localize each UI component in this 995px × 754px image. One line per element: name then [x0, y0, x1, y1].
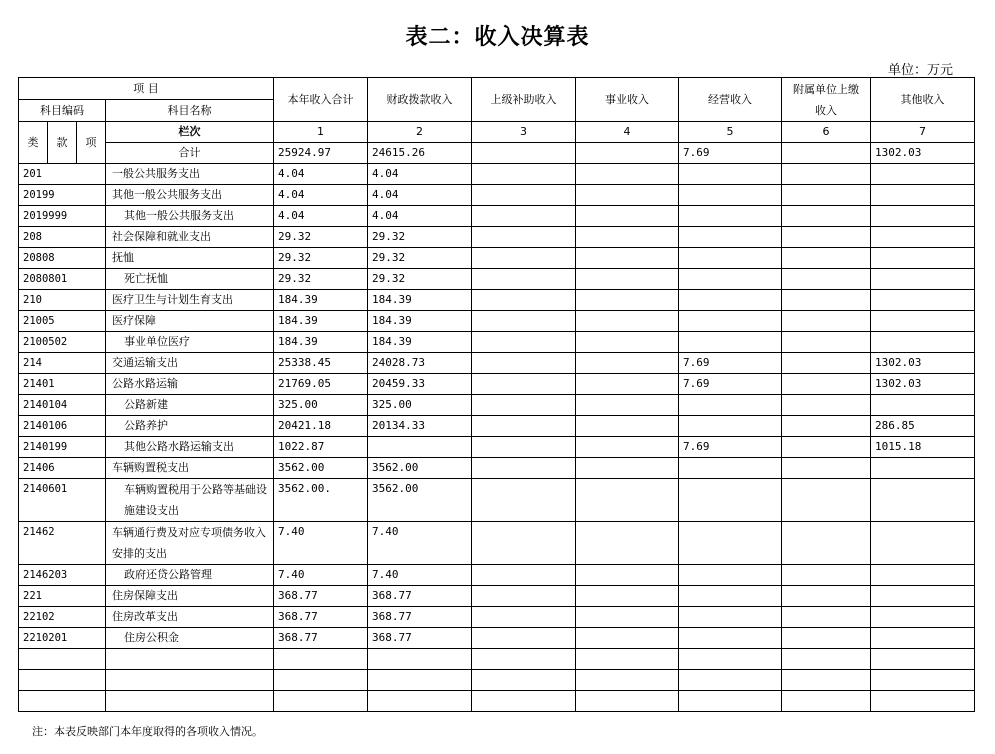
- value-cell-col-7: [871, 290, 975, 311]
- value-cell-col-4: [576, 269, 679, 290]
- total-row: [19, 143, 975, 164]
- value-cell-col-6: [782, 522, 871, 565]
- empty-cell: [472, 691, 576, 712]
- value-cell-col-2: 4.04: [368, 185, 472, 206]
- value-cell-col-1: 1022.87: [274, 437, 368, 458]
- value-cell-col-6: [782, 290, 871, 311]
- subject-name: 住房保障支出: [106, 586, 274, 607]
- empty-cell: [576, 691, 679, 712]
- subject-code: 2140601: [19, 479, 106, 522]
- value-cell-col-3: [472, 522, 576, 565]
- value-cell-col-2: 368.77: [368, 607, 472, 628]
- value-cell-col-7: 1302.03: [871, 353, 975, 374]
- subject-name: 医疗卫生与计划生育支出: [106, 290, 274, 311]
- value-cell-col-2: 4.04: [368, 206, 472, 227]
- value-cell-col-5: [679, 185, 782, 206]
- subject-code: 208: [19, 227, 106, 248]
- col-header-4: 事业收入: [576, 78, 679, 122]
- value-cell-col-4: [576, 437, 679, 458]
- subject-code: 2100502: [19, 332, 106, 353]
- value-cell-col-1: 4.04: [274, 206, 368, 227]
- value-cell-col-7: 286.85: [871, 416, 975, 437]
- value-cell-col-7: 1302.03: [871, 374, 975, 395]
- subject-code: 20808: [19, 248, 106, 269]
- empty-cell: [871, 691, 975, 712]
- value-cell-col-6: [782, 164, 871, 185]
- subject-code: 2140106: [19, 416, 106, 437]
- value-cell-col-3: [472, 395, 576, 416]
- col-header-5: 经营收入: [679, 78, 782, 122]
- value-cell-col-5: [679, 311, 782, 332]
- empty-cell: [106, 670, 274, 691]
- value-cell-col-6: [782, 227, 871, 248]
- value-cell-col-2: 20134.33: [368, 416, 472, 437]
- empty-cell: [19, 649, 106, 670]
- col-header-3: 上级补助收入: [472, 78, 576, 122]
- value-cell-col-6: [782, 437, 871, 458]
- subject-name: 其他一般公共服务支出: [106, 185, 274, 206]
- footnote: 注：本表反映部门本年度取得的各项收入情况。: [32, 725, 263, 738]
- empty-cell: [274, 649, 368, 670]
- value-cell-col-3: [472, 332, 576, 353]
- subject-name: 抚恤: [106, 248, 274, 269]
- value-cell-col-4: [576, 185, 679, 206]
- value-cell-col-7: [871, 565, 975, 586]
- subject-code: 2140104: [19, 395, 106, 416]
- table-row: [19, 332, 975, 353]
- empty-cell: [576, 670, 679, 691]
- table-row: [19, 522, 975, 565]
- value-cell-col-7: [871, 185, 975, 206]
- value-cell-col-4: [576, 206, 679, 227]
- table-row: [19, 164, 975, 185]
- value-cell-col-4: [576, 311, 679, 332]
- total-value-5: 7.69: [679, 143, 782, 164]
- total-value-4: [576, 143, 679, 164]
- value-cell-col-3: [472, 374, 576, 395]
- empty-cell: [274, 670, 368, 691]
- table-row: [19, 269, 975, 290]
- empty-cell: [782, 649, 871, 670]
- value-cell-col-2: 7.40: [368, 522, 472, 565]
- header-row-1: [19, 78, 975, 100]
- value-cell-col-6: [782, 374, 871, 395]
- value-cell-col-3: [472, 248, 576, 269]
- subject-name: 医疗保障: [106, 311, 274, 332]
- empty-cell: [782, 670, 871, 691]
- lei-label: 类: [19, 122, 48, 164]
- empty-cell: [679, 649, 782, 670]
- value-cell-col-2: 4.04: [368, 164, 472, 185]
- empty-cell: [368, 649, 472, 670]
- value-cell-col-5: [679, 522, 782, 565]
- value-cell-col-2: 184.39: [368, 332, 472, 353]
- value-cell-col-6: [782, 206, 871, 227]
- value-cell-col-2: 368.77: [368, 628, 472, 649]
- value-cell-col-1: 7.40: [274, 522, 368, 565]
- col-number-3: 3: [472, 122, 576, 143]
- empty-cell: [472, 649, 576, 670]
- table-row: [19, 248, 975, 269]
- subject-code: 21005: [19, 311, 106, 332]
- value-cell-col-4: [576, 586, 679, 607]
- value-cell-col-2: 3562.00: [368, 479, 472, 522]
- value-cell-col-3: [472, 458, 576, 479]
- table-row: [19, 458, 975, 479]
- value-cell-col-1: 3562.00: [274, 458, 368, 479]
- value-cell-col-7: [871, 227, 975, 248]
- value-cell-col-4: [576, 522, 679, 565]
- value-cell-col-3: [472, 311, 576, 332]
- empty-cell: [576, 649, 679, 670]
- subject-code: 221: [19, 586, 106, 607]
- value-cell-col-5: [679, 565, 782, 586]
- value-cell-col-4: [576, 395, 679, 416]
- value-cell-col-4: [576, 227, 679, 248]
- subject-name: 公路养护: [106, 416, 274, 437]
- value-cell-col-2: 325.00: [368, 395, 472, 416]
- value-cell-col-6: [782, 311, 871, 332]
- value-cell-col-7: [871, 479, 975, 522]
- table-row: [19, 395, 975, 416]
- value-cell-col-5: 7.69: [679, 374, 782, 395]
- empty-cell: [679, 691, 782, 712]
- value-cell-col-5: [679, 269, 782, 290]
- value-cell-col-5: [679, 248, 782, 269]
- value-cell-col-4: [576, 290, 679, 311]
- value-cell-col-3: [472, 185, 576, 206]
- value-cell-col-3: [472, 479, 576, 522]
- subject-name: 车辆购置税支出: [106, 458, 274, 479]
- xiang-label: 项: [77, 122, 106, 164]
- value-cell-col-5: [679, 416, 782, 437]
- col-number-5: 5: [679, 122, 782, 143]
- value-cell-col-6: [782, 607, 871, 628]
- table-row: [19, 227, 975, 248]
- value-cell-col-6: [782, 185, 871, 206]
- table-row: [19, 628, 975, 649]
- value-cell-col-2: 20459.33: [368, 374, 472, 395]
- page-title: 表二：收入决算表: [405, 24, 590, 50]
- empty-cell: [679, 670, 782, 691]
- unit-label: 单位：万元: [888, 63, 954, 78]
- value-cell-col-3: [472, 437, 576, 458]
- value-cell-col-2: 7.40: [368, 565, 472, 586]
- empty-cell: [368, 670, 472, 691]
- value-cell-col-1: 184.39: [274, 311, 368, 332]
- value-cell-col-3: [472, 164, 576, 185]
- value-cell-col-7: [871, 395, 975, 416]
- value-cell-col-5: [679, 586, 782, 607]
- value-cell-col-7: [871, 332, 975, 353]
- empty-cell: [274, 691, 368, 712]
- value-cell-col-3: [472, 290, 576, 311]
- col-header-1: 本年收入合计: [274, 78, 368, 122]
- value-cell-col-6: [782, 416, 871, 437]
- value-cell-col-1: 29.32: [274, 269, 368, 290]
- value-cell-col-5: [679, 332, 782, 353]
- subject-name: 公路新建: [106, 395, 274, 416]
- value-cell-col-3: [472, 628, 576, 649]
- value-cell-col-4: [576, 607, 679, 628]
- subject-name-header: 科目名称: [106, 100, 274, 122]
- empty-cell: [871, 649, 975, 670]
- table-row: [19, 565, 975, 586]
- value-cell-col-4: [576, 416, 679, 437]
- item-header: 项 目: [19, 78, 274, 100]
- value-cell-col-3: [472, 565, 576, 586]
- value-cell-col-7: [871, 607, 975, 628]
- subject-code: 21406: [19, 458, 106, 479]
- value-cell-col-7: [871, 586, 975, 607]
- value-cell-col-5: [679, 206, 782, 227]
- total-value-7: 1302.03: [871, 143, 975, 164]
- subject-code: 2019999: [19, 206, 106, 227]
- total-value-3: [472, 143, 576, 164]
- value-cell-col-6: [782, 628, 871, 649]
- empty-row: [19, 670, 975, 691]
- kuan-label: 款: [48, 122, 77, 164]
- subject-name: 社会保障和就业支出: [106, 227, 274, 248]
- value-cell-col-5: [679, 607, 782, 628]
- table-row: [19, 374, 975, 395]
- col-number-6: 6: [782, 122, 871, 143]
- col-header-2: 财政拨款收入: [368, 78, 472, 122]
- value-cell-col-6: [782, 269, 871, 290]
- value-cell-col-1: 4.04: [274, 164, 368, 185]
- empty-cell: [106, 691, 274, 712]
- empty-cell: [19, 691, 106, 712]
- value-cell-col-2: 29.32: [368, 248, 472, 269]
- value-cell-col-1: 368.77: [274, 607, 368, 628]
- subject-code: 2210201: [19, 628, 106, 649]
- empty-cell: [472, 670, 576, 691]
- value-cell-col-5: [679, 458, 782, 479]
- subject-code: 22102: [19, 607, 106, 628]
- empty-row: [19, 649, 975, 670]
- subject-name: 住房公积金: [106, 628, 274, 649]
- value-cell-col-2: 184.39: [368, 290, 472, 311]
- value-cell-col-6: [782, 332, 871, 353]
- value-cell-col-2: 24028.73: [368, 353, 472, 374]
- subject-name: 公路水路运输: [106, 374, 274, 395]
- subject-code: 21462: [19, 522, 106, 565]
- col-header-6: 附属单位上缴收入: [782, 78, 871, 122]
- value-cell-col-4: [576, 479, 679, 522]
- value-cell-col-4: [576, 374, 679, 395]
- empty-cell: [782, 691, 871, 712]
- subject-code: 2140199: [19, 437, 106, 458]
- value-cell-col-2: 3562.00: [368, 458, 472, 479]
- value-cell-col-7: [871, 269, 975, 290]
- subject-code: 201: [19, 164, 106, 185]
- value-cell-col-6: [782, 586, 871, 607]
- col-number-2: 2: [368, 122, 472, 143]
- value-cell-col-1: 29.32: [274, 248, 368, 269]
- total-value-1: 25924.97: [274, 143, 368, 164]
- value-cell-col-6: [782, 395, 871, 416]
- subject-code: 2146203: [19, 565, 106, 586]
- value-cell-col-6: [782, 458, 871, 479]
- subject-name: 其他公路水路运输支出: [106, 437, 274, 458]
- col-number-7: 7: [871, 122, 975, 143]
- table-row: [19, 290, 975, 311]
- subject-name: 一般公共服务支出: [106, 164, 274, 185]
- value-cell-col-1: 21769.05: [274, 374, 368, 395]
- table-row: [19, 607, 975, 628]
- value-cell-col-3: [472, 269, 576, 290]
- subject-name: 其他一般公共服务支出: [106, 206, 274, 227]
- subject-name: 政府还贷公路管理: [106, 565, 274, 586]
- value-cell-col-5: [679, 479, 782, 522]
- value-cell-col-6: [782, 479, 871, 522]
- table-row: [19, 586, 975, 607]
- col-number-1: 1: [274, 122, 368, 143]
- value-cell-col-3: [472, 416, 576, 437]
- value-cell-col-4: [576, 164, 679, 185]
- empty-row: [19, 691, 975, 712]
- subject-code-header: 科目编码: [19, 100, 106, 122]
- value-cell-col-5: [679, 628, 782, 649]
- value-cell-col-3: [472, 227, 576, 248]
- value-cell-col-1: 29.32: [274, 227, 368, 248]
- table-row: [19, 311, 975, 332]
- value-cell-col-6: [782, 565, 871, 586]
- subject-code: 2080801: [19, 269, 106, 290]
- table-row: [19, 206, 975, 227]
- value-cell-col-5: [679, 395, 782, 416]
- table-row: [19, 353, 975, 374]
- subject-name: 住房改革支出: [106, 607, 274, 628]
- value-cell-col-4: [576, 353, 679, 374]
- value-cell-col-7: [871, 458, 975, 479]
- empty-cell: [871, 670, 975, 691]
- value-cell-col-3: [472, 206, 576, 227]
- value-cell-col-1: 184.39: [274, 290, 368, 311]
- value-cell-col-5: [679, 290, 782, 311]
- total-label: 合计: [106, 143, 274, 164]
- subject-name: 交通运输支出: [106, 353, 274, 374]
- subject-name: 死亡抚恤: [106, 269, 274, 290]
- value-cell-col-5: [679, 227, 782, 248]
- empty-cell: [106, 649, 274, 670]
- value-cell-col-7: [871, 164, 975, 185]
- col-number-4: 4: [576, 122, 679, 143]
- subject-name: 车辆通行费及对应专项债务收入安排的支出: [106, 522, 274, 565]
- subject-code: 214: [19, 353, 106, 374]
- value-cell-col-4: [576, 458, 679, 479]
- subject-code: 210: [19, 290, 106, 311]
- subject-code: 21401: [19, 374, 106, 395]
- empty-cell: [368, 691, 472, 712]
- value-cell-col-1: 184.39: [274, 332, 368, 353]
- value-cell-col-7: [871, 522, 975, 565]
- lanci-label: 栏次: [106, 122, 274, 143]
- total-value-2: 24615.26: [368, 143, 472, 164]
- value-cell-col-2: 29.32: [368, 269, 472, 290]
- value-cell-col-2: 368.77: [368, 586, 472, 607]
- total-value-6: [782, 143, 871, 164]
- value-cell-col-1: 368.77: [274, 586, 368, 607]
- table-row: [19, 479, 975, 522]
- value-cell-col-4: [576, 248, 679, 269]
- value-cell-col-1: 4.04: [274, 185, 368, 206]
- value-cell-col-3: [472, 607, 576, 628]
- value-cell-col-1: 20421.18: [274, 416, 368, 437]
- value-cell-col-5: [679, 164, 782, 185]
- table-row: [19, 185, 975, 206]
- income-table: [18, 77, 975, 712]
- value-cell-col-3: [472, 586, 576, 607]
- table-row: [19, 437, 975, 458]
- value-cell-col-7: [871, 628, 975, 649]
- value-cell-col-6: [782, 248, 871, 269]
- value-cell-col-3: [472, 353, 576, 374]
- col-header-7: 其他收入: [871, 78, 975, 122]
- value-cell-col-1: 7.40: [274, 565, 368, 586]
- subject-name: 车辆购置税用于公路等基础设施建设支出: [106, 479, 274, 522]
- value-cell-col-5: 7.69: [679, 437, 782, 458]
- table-row: [19, 416, 975, 437]
- value-cell-col-7: [871, 206, 975, 227]
- value-cell-col-2: [368, 437, 472, 458]
- value-cell-col-4: [576, 565, 679, 586]
- value-cell-col-2: 29.32: [368, 227, 472, 248]
- value-cell-col-4: [576, 628, 679, 649]
- value-cell-col-6: [782, 353, 871, 374]
- value-cell-col-7: [871, 248, 975, 269]
- value-cell-col-2: 184.39: [368, 311, 472, 332]
- value-cell-col-7: [871, 311, 975, 332]
- subject-name: 事业单位医疗: [106, 332, 274, 353]
- value-cell-col-5: 7.69: [679, 353, 782, 374]
- value-cell-col-7: 1015.18: [871, 437, 975, 458]
- value-cell-col-1: 325.00: [274, 395, 368, 416]
- empty-cell: [19, 670, 106, 691]
- column-number-row: [19, 122, 975, 143]
- value-cell-col-1: 3562.00.: [274, 479, 368, 522]
- value-cell-col-4: [576, 332, 679, 353]
- value-cell-col-1: 25338.45: [274, 353, 368, 374]
- subject-code: 20199: [19, 185, 106, 206]
- value-cell-col-1: 368.77: [274, 628, 368, 649]
